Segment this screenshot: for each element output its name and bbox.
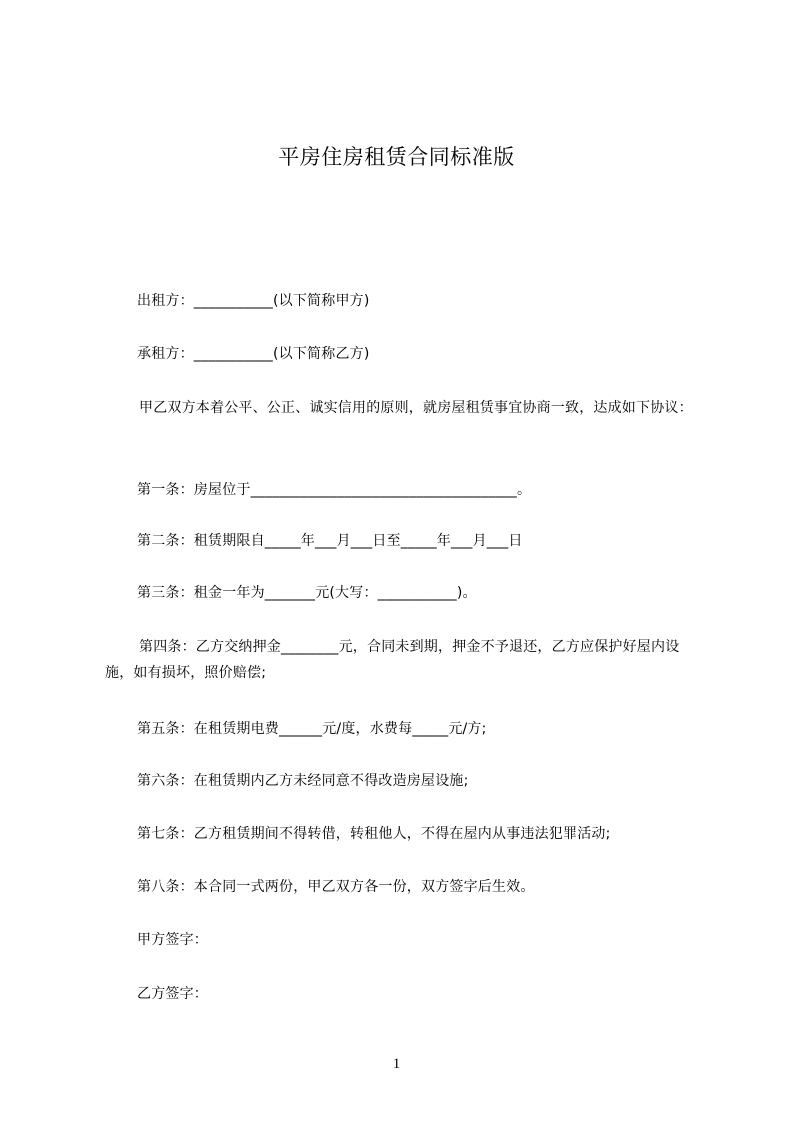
clause-3: 第三条：租金一年为_______元(大写：___________)。 — [137, 585, 477, 601]
clause-6: 第六条：在租赁期内乙方未经同意不得改造房屋设施; — [137, 773, 469, 789]
clause-7: 第七条：乙方租赁期间不得转借，转租他人，不得在屋内从事违法犯罪活动; — [137, 826, 611, 842]
clause-5: 第五条：在租赁期电费______元/度，水费每_____元/方; — [137, 721, 487, 737]
clause-4: 第四条：乙方交纳押金________元，合同未到期，押金不予退还，乙方应保护好屋内设施，如有损坏，照价赔偿; — [105, 639, 680, 681]
page-number: 1 — [392, 1056, 401, 1072]
clause-1: 第一条：房屋位于_____________________________________。 — [137, 482, 532, 498]
party-a-signature: 甲方签字： — [137, 932, 208, 948]
document-title: 平房住房租赁合同标准版 — [278, 145, 515, 169]
clause-8: 第八条：本合同一式两份，甲乙双方各一份，双方签字后生效。 — [137, 879, 535, 895]
clause-2: 第二条：租赁期限自_____年___月___日至_____年___月___日 — [137, 533, 523, 549]
party-b-signature: 乙方签字： — [137, 986, 208, 1002]
lessor-line: 出租方：___________(以下简称甲方) — [137, 293, 370, 309]
preamble-paragraph: 甲乙双方本着公平、公正、诚实信用的原则，就房屋租赁事宜协商一致，达成如下协议： — [139, 400, 693, 416]
lessee-line: 承租方：___________(以下简称乙方) — [137, 346, 370, 362]
